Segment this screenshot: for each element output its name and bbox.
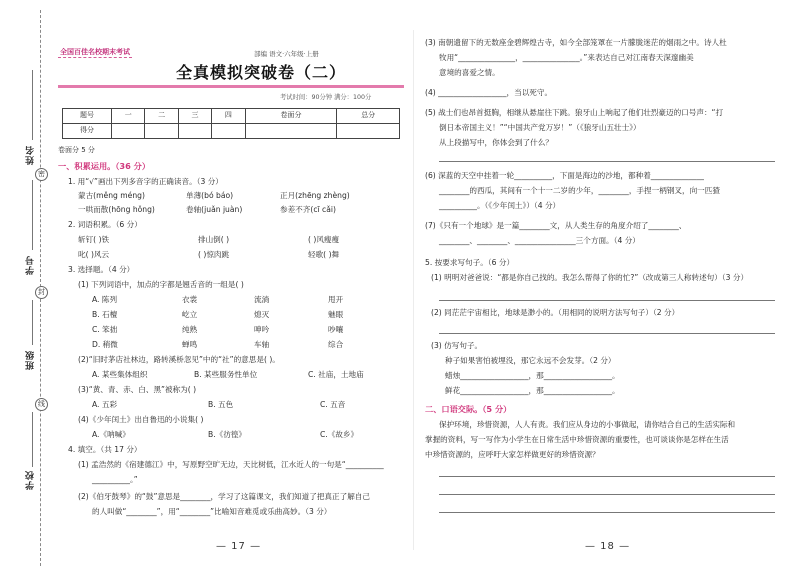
class-label: 班级 xyxy=(26,350,36,370)
oral-text-2: 掌握的资料，写一写作为小学生在日常生活中珍惜资源的重要性，也可谈谈你是怎样在生活 xyxy=(425,435,729,444)
page-title: 全真模拟突破卷（二） xyxy=(176,63,347,82)
title-bar xyxy=(58,85,404,88)
q3-4-option[interactable]: C.《故乡》 xyxy=(320,430,359,439)
score-header-cell: 三 xyxy=(178,109,211,124)
s3-example: 种子如果害怕被埋没，那它永远不会发芽。（2 分） xyxy=(445,356,616,365)
r-q3-text-end: 意境的喜爱之情。 xyxy=(439,68,500,77)
paper-score: 卷面分 5 分 xyxy=(58,146,95,154)
school-label: 学校 xyxy=(26,470,36,490)
score-header-cell: 二 xyxy=(145,109,178,124)
q3-1-option-word: 车轴 xyxy=(254,340,270,349)
q3-1-option[interactable]: C. 笨拙 xyxy=(92,325,118,334)
s1-text: (1) 明明对爸爸说：“都是你自己找的。我怎么帮得了你的忙?”（改成第三人称转述句）（3 分） xyxy=(431,273,749,282)
q3-2-option[interactable]: A. 某些集体组织 xyxy=(92,370,148,379)
oral-text-3: 中珍惜资源的，应呼吁大家怎样做更好的珍惜资源？ xyxy=(425,450,600,459)
q3-1-text: (1) 下列词语中，加点的字都是翘舌音的一组是( ) xyxy=(78,280,244,289)
score-header-cell: 四 xyxy=(212,109,245,124)
r-q5-prompt: 从上段描写中，你体会到了什么？ xyxy=(439,138,553,147)
q3-3-option[interactable]: A. 五彩 xyxy=(92,400,118,409)
score-cell[interactable] xyxy=(178,124,211,139)
score-cell[interactable] xyxy=(245,124,337,139)
q3-1-option[interactable]: B. 石檀 xyxy=(92,310,118,319)
r-q6-text[interactable]: (6) 深蓝的天空中挂着一轮__________，下面是海边的沙地，都种着______________ xyxy=(425,171,704,180)
answer-line[interactable] xyxy=(439,161,775,162)
q4-2-text[interactable]: (2)《伯牙鼓琴》的“鼓”意思是________，学习了这篇课文，我们知道了把真正了解自己 xyxy=(78,492,370,501)
q3-1-option-word: 魅眼 xyxy=(328,310,344,319)
r-q3-text-cont[interactable]: 牧用“_______________，_______________。”来表达自己对江南春天深邃幽美 xyxy=(439,53,694,62)
q1-item[interactable]: 参差不齐(cī cǎi) xyxy=(280,205,336,214)
q4-1-text[interactable]: (1) 孟浩然的《宿建德江》中，写原野空旷无边，天比树低，江水近人的一句是“__________ xyxy=(78,460,384,469)
q3-3-option[interactable]: B. 五色 xyxy=(208,400,234,409)
q2-text: 2. 词语积累。（6 分） xyxy=(68,220,142,229)
exam-time: 考试时间：90分钟 满分：100分 xyxy=(280,94,372,101)
q4-text: 4. 填空。（共 17 分） xyxy=(68,445,142,454)
exam-badge: 全国百佳名校期末考试 xyxy=(58,48,132,58)
id-blank[interactable] xyxy=(32,180,33,250)
line-mark: 线 xyxy=(35,398,48,411)
q1-item[interactable]: 卷轴(juǎn juàn) xyxy=(186,205,243,214)
r-q5-text: (5) 战士们也昂首挺胸，相继从悬崖往下跳。狼牙山上响起了他们壮烈豪迈的口号声：“打 xyxy=(425,108,724,117)
q2-item[interactable]: 叱( )风云 xyxy=(78,250,110,259)
name-blank[interactable] xyxy=(32,70,33,140)
q1-item[interactable]: 正月(zhēng zhèng) xyxy=(280,191,350,200)
oral-text-1: 保护环境，珍惜资源，人人有责。我们应从身边的小事做起，请你结合自己的生活实际和 xyxy=(439,420,736,429)
q3-1-option[interactable]: D. 稍微 xyxy=(92,340,118,349)
s2-text: (2) 同茫茫宇宙相比，地球是渺小的。（用相同的说明方法写句子）（2 分） xyxy=(431,308,680,317)
page-number-right: — 18 — xyxy=(585,541,631,552)
s3-blank-1[interactable]: 蜡烛__________________，那__________________。 xyxy=(445,371,620,380)
bind-mark: 封 xyxy=(35,286,48,299)
score-table xyxy=(62,108,400,139)
q2-item[interactable]: 斩钉( )铁 xyxy=(78,235,110,244)
r-q6-text-end[interactable]: __________。（《少年闰土》）（4 分） xyxy=(439,201,561,210)
section-1-heading: 一、积累运用。（36 分） xyxy=(58,161,151,171)
name-label: 姓名 xyxy=(26,145,36,165)
q3-3-text: (3)“黄、青、赤、白、黑”被称为( ) xyxy=(78,385,197,394)
q2-item[interactable]: ( )惊肉跳 xyxy=(198,250,230,259)
class-blank[interactable] xyxy=(32,300,33,345)
page-divider xyxy=(413,30,414,550)
school-blank[interactable] xyxy=(32,412,33,467)
answer-line[interactable] xyxy=(439,476,775,477)
q3-4-option[interactable]: B.《彷徨》 xyxy=(208,430,246,439)
q3-1-option-word: 衣裳 xyxy=(182,295,198,304)
score-cell[interactable] xyxy=(337,124,400,139)
q1-item[interactable]: 蒙古(měng méng) xyxy=(78,191,145,200)
score-table-header xyxy=(63,109,400,124)
s3-blank-2[interactable]: 鲜花__________________，那__________________。 xyxy=(445,386,620,395)
q2-item[interactable]: 排山倒( ) xyxy=(198,235,230,244)
r-q7-text-cont[interactable]: ________、________、________________三个方面。（4 分） xyxy=(439,236,640,245)
q3-4-text: (4)《少年闰土》出自鲁迅的小说集( ) xyxy=(78,415,204,424)
subject-info: 部编 语文·六年级·上册 xyxy=(254,50,319,58)
answer-line[interactable] xyxy=(439,300,775,301)
answer-line[interactable] xyxy=(439,512,775,513)
q3-4-option[interactable]: A.《呐喊》 xyxy=(92,430,130,439)
q2-item[interactable]: 轻歌( )舞 xyxy=(308,250,340,259)
q3-2-option[interactable]: B. 某些服务性单位 xyxy=(194,370,258,379)
page-number-left: — 17 — xyxy=(216,541,262,552)
r-q6-text-cont[interactable]: ________的西瓜，其间有一个十一二岁的少年，________，手捏一柄钢叉，向一匹猹 xyxy=(439,186,720,195)
q1-item[interactable]: 一哄而散(hōng hǒng) xyxy=(78,205,155,214)
q3-1-option-word: 蝉鸣 xyxy=(182,340,198,349)
r-q5-text-cont: 倒日本帝国主义！”“中国共产党万岁！”（《狼牙山五壮士》） xyxy=(439,123,641,132)
r-q3-text: (3) 南朝遗留下的无数座金碧辉煌古寺，如今全部笼罩在一片朦胧迷茫的烟雨之中。诗人杜 xyxy=(425,38,727,47)
q3-1-option-word: 综合 xyxy=(328,340,344,349)
score-cell[interactable] xyxy=(112,124,145,139)
r-q4-text[interactable]: (4) __________________，当以死守。 xyxy=(425,88,553,97)
q3-1-option-word: 流淌 xyxy=(254,295,270,304)
score-header-cell: 总分 xyxy=(337,109,400,124)
left-page xyxy=(58,40,404,566)
binding-margin xyxy=(0,0,50,576)
q3-1-option-word: 甩开 xyxy=(328,295,344,304)
score-row xyxy=(63,124,400,139)
q4-1-text-cont[interactable]: __________。” xyxy=(92,475,138,484)
score-header-cell: 题号 xyxy=(63,109,112,124)
score-row-label: 得分 xyxy=(63,124,112,139)
answer-line[interactable] xyxy=(439,333,775,334)
q3-1-option-word: 屹立 xyxy=(182,310,198,319)
q2-item[interactable]: ( )风瘦瘦 xyxy=(308,235,340,244)
section-2-heading: 二、口语交际。（5 分） xyxy=(425,404,512,414)
score-cell[interactable] xyxy=(145,124,178,139)
r-q7-text[interactable]: (7)《只有一个地球》是一篇________文，从人类生存的角度介绍了________、 xyxy=(425,221,687,230)
score-cell[interactable] xyxy=(212,124,245,139)
s3-text: (3) 仿写句子。 xyxy=(431,341,483,350)
q1-item[interactable]: 单薄(bó báo) xyxy=(186,191,234,200)
score-header-cell: 卷面分 xyxy=(245,109,337,124)
q3-1-option-word: 熄灭 xyxy=(254,310,270,319)
q3-2-option[interactable]: C. 社庙，土地庙 xyxy=(308,370,364,379)
q1-text: 1. 用“√”画出下列多音字的正确读音。（3 分） xyxy=(68,177,223,186)
id-label: 学号 xyxy=(26,255,36,275)
q3-2-text: (2)“旧时茅店社林边，路转溪桥忽见”中的“社”的意思是( )。 xyxy=(78,355,280,364)
q3-1-option[interactable]: A. 陈列 xyxy=(92,295,118,304)
q3-text: 3. 选择题。（4 分） xyxy=(68,265,135,274)
right-page xyxy=(425,30,785,566)
answer-line[interactable] xyxy=(439,494,775,495)
seal-mark: 密 xyxy=(35,168,48,181)
score-header-cell: 一 xyxy=(112,109,145,124)
q3-3-option[interactable]: C. 五音 xyxy=(320,400,346,409)
q5-heading: 5. 按要求写句子。（6 分） xyxy=(425,258,515,267)
q3-1-option-word: 吵嚷 xyxy=(328,325,344,334)
q3-1-option-word: 呻吟 xyxy=(254,325,270,334)
q4-2-text-cont[interactable]: 的人叫做“________”，用“________”比喻知音难觅或乐曲高妙。（3 分） xyxy=(92,507,332,516)
q3-1-option-word: 纯熟 xyxy=(182,325,198,334)
